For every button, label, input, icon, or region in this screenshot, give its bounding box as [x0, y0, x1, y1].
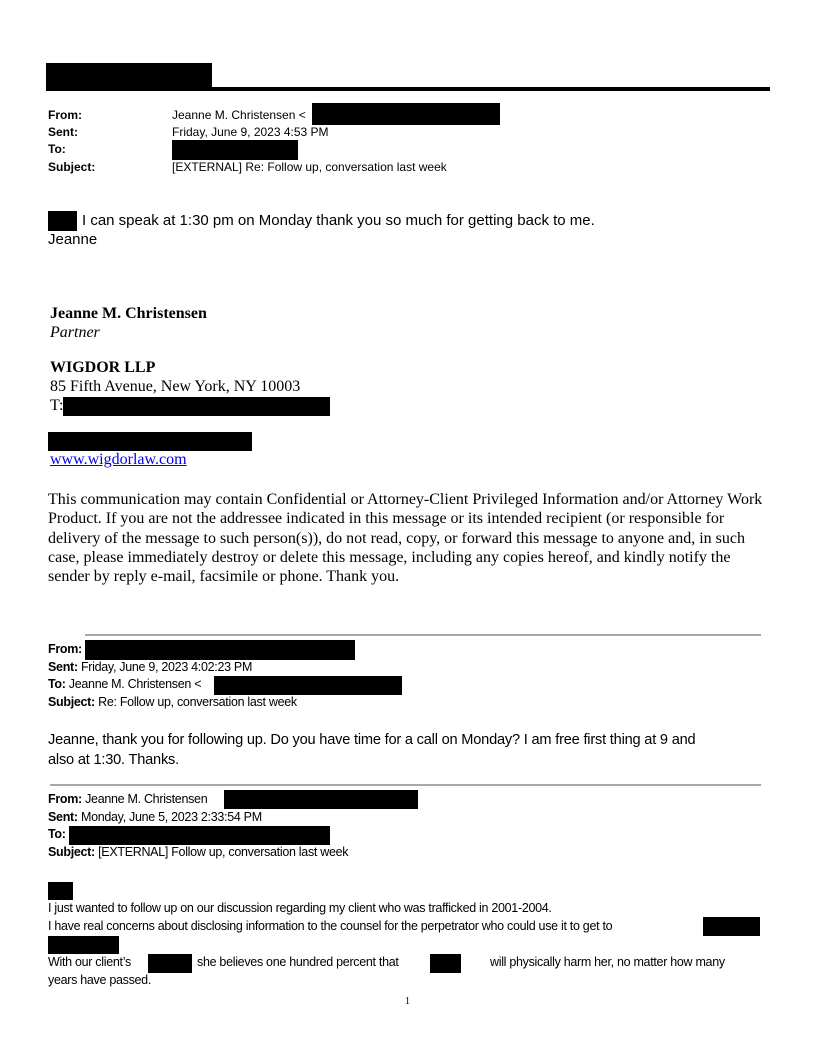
body-line: Jeanne, thank you for following up. Do you have time for a call on Monday? I am free first thing at 9 and — [48, 732, 696, 748]
sign-off: Jeanne — [48, 231, 98, 248]
body-line: I just wanted to follow up on our discussion regarding my client who was trafficked in 2001-2004. — [48, 901, 552, 915]
subject-value: Re: Follow up, conversation last week — [98, 695, 297, 709]
firm-name: WIGDOR LLP — [50, 359, 156, 376]
header-rule — [46, 87, 770, 91]
from-value: Jeanne M. Christensen — [85, 792, 208, 806]
sent-value: Friday, June 9, 2023 4:02:23 PM — [80, 660, 253, 674]
redaction — [46, 63, 212, 88]
redaction — [703, 917, 760, 936]
divider — [50, 784, 761, 786]
redaction — [312, 103, 500, 125]
signature-title: Partner — [50, 324, 100, 341]
body-line: years have passed. — [48, 973, 151, 987]
subject-label: Subject: — [48, 695, 95, 709]
sent-label: Sent: — [48, 660, 78, 674]
redaction — [172, 140, 298, 160]
sent-value: Monday, June 5, 2023 2:33:54 PM — [80, 810, 262, 824]
redaction — [48, 211, 77, 231]
body-line: she believes one hundred percent that — [197, 955, 399, 969]
redaction — [48, 882, 73, 900]
redaction — [48, 432, 252, 451]
disclaimer: This communication may contain Confidential or Attorney-Client Privileged Information and/or Attorney Work Product. If you are not the addressee indicated in this message or its intended recipient (or responsible for delivery of the message to such person(s)), do not read, copy, or forward this message to anyone and, in such case, please immediately destroy or delete this message, including any copies hereof, and kindly notify the sender by reply e-mail, facsimile or phone. Thank you. — [48, 491, 763, 586]
redaction — [214, 676, 402, 695]
redaction — [148, 954, 192, 973]
redaction — [63, 397, 330, 416]
to-label: To: — [48, 677, 66, 691]
phone-label: T: — [50, 397, 64, 414]
sent-label: Sent: — [48, 810, 78, 824]
redaction — [224, 790, 418, 809]
firm-address: 85 Fifth Avenue, New York, NY 10003 — [50, 378, 301, 395]
subject-label: Subject: — [48, 845, 95, 859]
website-link[interactable]: www.wigdorlaw.com — [50, 451, 187, 468]
subject-value: [EXTERNAL] Follow up, conversation last week — [98, 845, 349, 859]
from-label: From: — [48, 792, 82, 806]
body-line: I can speak at 1:30 pm on Monday thank you so much for getting back to me. — [82, 212, 595, 229]
redaction — [48, 936, 119, 954]
from-label: From: — [48, 642, 82, 656]
redaction — [430, 954, 461, 973]
signature-name: Jeanne M. Christensen — [50, 305, 207, 322]
subject-label: Subject: — [48, 160, 96, 174]
to-label: To: — [48, 827, 66, 841]
from-label: From: — [48, 108, 82, 122]
to-value: Jeanne M. Christensen < — [68, 677, 202, 691]
from-value: Jeanne M. Christensen < — [172, 108, 306, 122]
redaction — [69, 826, 330, 845]
subject-value: [EXTERNAL] Re: Follow up, conversation last week — [172, 160, 447, 174]
body-line: I have real concerns about disclosing information to the counsel for the perpetrator who could use it to get to — [48, 919, 613, 933]
redaction — [85, 640, 355, 660]
body-line: will physically harm her, no matter how many — [490, 955, 725, 969]
sent-value: Friday, June 9, 2023 4:53 PM — [172, 125, 329, 139]
divider — [85, 634, 761, 636]
to-label: To: — [48, 142, 66, 156]
sent-label: Sent: — [48, 125, 78, 139]
body-line: also at 1:30. Thanks. — [48, 752, 180, 768]
body-line: With our client’s — [48, 955, 131, 969]
page-number: 1 — [405, 996, 410, 1007]
